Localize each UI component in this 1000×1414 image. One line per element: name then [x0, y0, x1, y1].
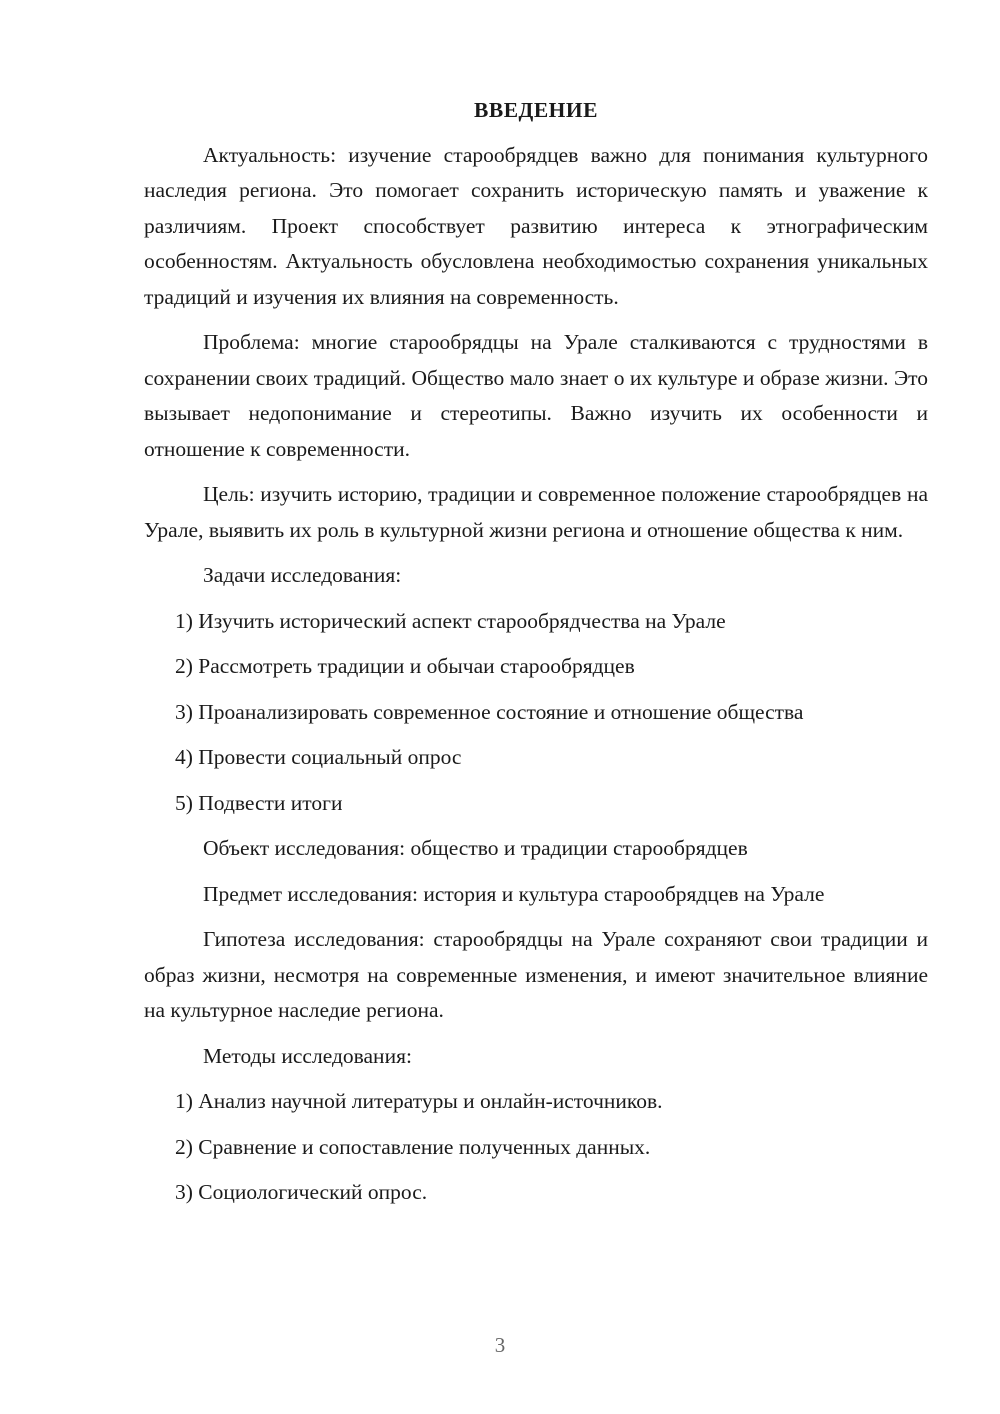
method-item: 2) Сравнение и сопоставление полученных данных.: [175, 1134, 651, 1159]
goal-paragraph: Цель: изучить историю, традиции и современное положение старообрядцев на Урале, выявить их роль в культурной жизни региона и отношение общества к ним.: [144, 482, 928, 542]
page-number: 3: [494, 1333, 506, 1357]
section-title: ВВЕДЕНИЕ: [474, 98, 598, 122]
task-item: 4) Провести социальный опрос: [175, 745, 462, 769]
object-paragraph: Объект исследования: общество и традиции старообрядцев: [203, 836, 748, 860]
relevance-paragraph: Актуальность: изучение старообрядцев важно для понимания культурного наследия региона. Это помогает сохранить историческую память и уважение к различиям. Проект способствует развитию интереса к этнографическим особенностям. Актуальность обусловлена необходимостью сохранения уникальных традиций и изучения их влияния на современность.: [144, 142, 928, 309]
tasks-heading: Задачи исследования:: [203, 563, 402, 587]
page-content: [144, 93, 928, 1221]
problem-paragraph: Проблема: многие старообрядцы на Урале сталкиваются с трудностями в сохранении своих традиций. Общество мало знает о их культуре и образе жизни. Это вызывает недопонимание и стереотипы. Важно изучить их особенности и отношение к современности.: [144, 330, 928, 461]
method-item: 3) Социологический опрос.: [175, 1180, 428, 1204]
methods-list: [144, 1084, 928, 1211]
method-item: 1) Анализ научной литературы и онлайн-источников.: [175, 1089, 663, 1113]
task-item: 3) Проанализировать современное состояние и отношение общества: [175, 699, 804, 724]
task-item: 5) Подвести итоги: [175, 790, 343, 815]
tasks-list: [144, 604, 928, 822]
task-item: 1) Изучить исторический аспект старообрядчества на Урале: [175, 608, 726, 633]
task-item: 2) Рассмотреть традиции и обычаи старообрядцев: [175, 654, 635, 678]
methods-heading: Методы исследования:: [203, 1043, 412, 1068]
hypothesis-paragraph: Гипотеза исследования: старообрядцы на Урале сохраняют свои традиции и образ жизни, несмотря на современные изменения, и имеют значительное влияние на культурное наследие региона.: [144, 927, 928, 1022]
subject-paragraph: Предмет исследования: история и культура старообрядцев на Урале: [203, 881, 825, 906]
